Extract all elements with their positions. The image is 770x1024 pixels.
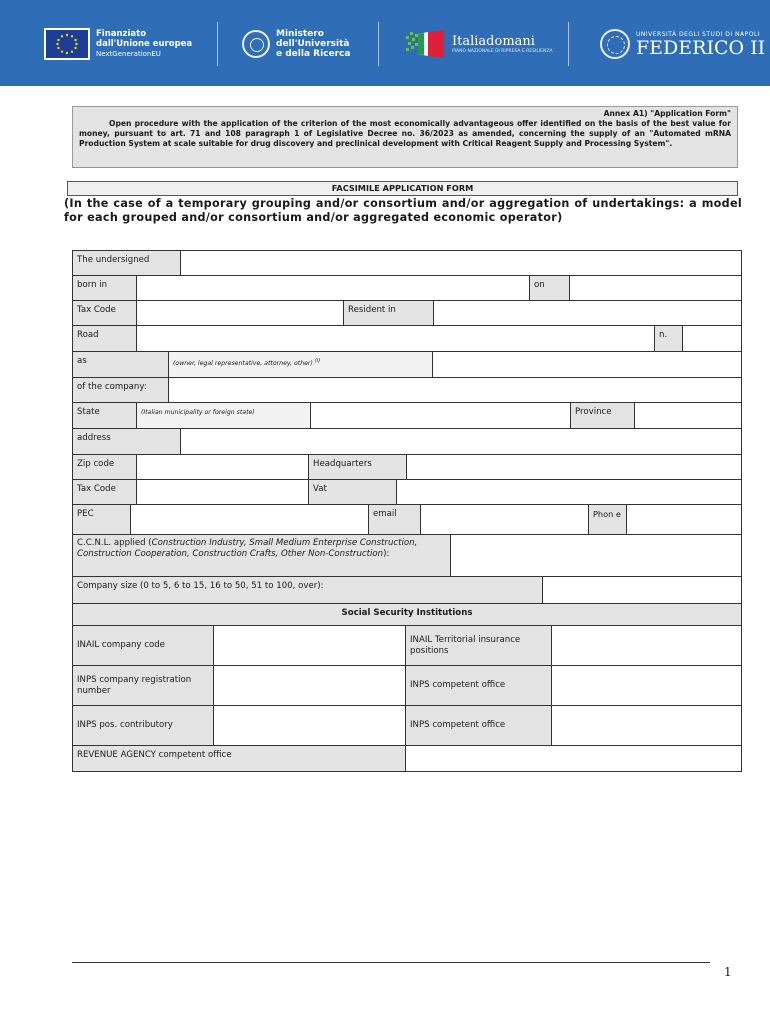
eu-logo — [44, 24, 192, 64]
phone-label: Phon e — [589, 505, 627, 534]
vat-label: Vat — [309, 480, 397, 504]
resident-in-label: Resident in — [344, 301, 434, 325]
address-label: address — [73, 429, 181, 454]
inail-code-label: INAIL company code — [73, 626, 214, 665]
ccnl-label — [73, 535, 451, 576]
italiadomani-logo — [404, 24, 553, 64]
as-label: as — [73, 352, 169, 377]
federico-logo — [600, 24, 765, 64]
company-size-field[interactable] — [543, 577, 741, 603]
annex-title: Annex A1) "Application Form" — [603, 109, 731, 118]
federico-top: UNIVERSITÀ DEGLI STUDI DI NAPOLI — [636, 30, 761, 38]
born-in-field[interactable] — [137, 276, 530, 300]
state-label: State — [73, 403, 137, 428]
state-field[interactable] — [311, 403, 571, 428]
mur-line2: dell'Università — [276, 39, 350, 49]
phone-field[interactable] — [627, 505, 741, 534]
zip-label: Zip code — [73, 455, 137, 479]
form-row-section — [72, 604, 742, 626]
federico-wordmark: FEDERICO II — [636, 36, 766, 59]
form-row-inail — [72, 626, 742, 666]
headquarters-field[interactable] — [407, 455, 741, 479]
eu-flag-icon — [44, 28, 90, 60]
inps-position-label: INPS pos. contributory — [73, 706, 214, 745]
province-field[interactable] — [635, 403, 741, 428]
inail-positions-field[interactable] — [552, 626, 741, 665]
as-hint-text: (owner, legal representative, attorney, other) — [173, 360, 313, 368]
zip-field[interactable] — [137, 455, 309, 479]
ccnl-suffix: ): — [383, 549, 390, 559]
inps-registration-field[interactable] — [214, 666, 406, 705]
inps-office1-label: INPS competent office — [406, 666, 552, 705]
resident-in-field[interactable] — [434, 301, 741, 325]
form-row-as — [72, 352, 742, 378]
italiadomani-sub: PIANO NAZIONALE DI RIPRESA E RESILIENZA — [452, 48, 553, 54]
pec-label: PEC — [73, 505, 131, 534]
tax-code-label: Tax Code — [73, 301, 137, 325]
footer-rule — [72, 962, 710, 963]
eu-line1: Finanziato — [96, 29, 147, 39]
form-row-undersigned — [72, 250, 742, 276]
undersigned-label: The undersigned — [73, 251, 181, 275]
italy-flag-icon — [404, 28, 448, 60]
banner-divider — [568, 22, 569, 66]
number-field[interactable] — [683, 326, 741, 351]
eu-line3: NextGenerationEU — [96, 50, 161, 58]
pec-field[interactable] — [131, 505, 369, 534]
tax-code2-label: Tax Code — [73, 480, 137, 504]
form-row-company — [72, 378, 742, 403]
undersigned-field[interactable] — [181, 251, 741, 275]
company-field[interactable] — [169, 378, 741, 402]
form-row-ccnl — [72, 535, 742, 577]
italiadomani-wordmark: Italiadomani — [452, 33, 535, 49]
road-field[interactable] — [137, 326, 655, 351]
email-label: email — [369, 505, 421, 534]
banner-divider — [378, 22, 379, 66]
inps-position-field[interactable] — [214, 706, 406, 745]
ccnl-prefix: C.C.N.L. applied ( — [77, 538, 152, 548]
university-seal-icon — [600, 29, 630, 59]
ccnl-options: Construction Industry, Small Medium Enterprise Construction, Construction Cooperation, Construction Crafts, Other Non-Construction — [77, 538, 418, 559]
form-row-zip — [72, 455, 742, 480]
form-row-state — [72, 403, 742, 429]
revenue-office-label: REVENUE AGENCY competent office — [73, 746, 406, 771]
born-in-label: born in — [73, 276, 137, 300]
province-label: Province — [571, 403, 635, 428]
form-row-road — [72, 326, 742, 352]
republic-emblem-icon — [242, 30, 270, 58]
inail-code-field[interactable] — [214, 626, 406, 665]
inail-positions-label: INAIL Territorial insurance positions — [406, 626, 552, 665]
case-note: (In the case of a temporary grouping and/or consortium and/or aggregation of undertakings: a model for each grouped and/or consortium and/or aggregated economic operator) — [64, 197, 742, 224]
application-form — [72, 250, 742, 772]
tax-code2-field[interactable] — [137, 480, 309, 504]
as-hint-footnote: (i) — [314, 358, 321, 364]
mur-logo — [242, 24, 350, 64]
mur-line3: e della Ricerca — [276, 49, 351, 59]
road-label: Road — [73, 326, 137, 351]
inps-registration-label: INPS company registration number — [73, 666, 214, 705]
form-row-birth — [72, 276, 742, 301]
form-row-inps-pos — [72, 706, 742, 746]
form-row-vat — [72, 480, 742, 505]
state-hint: (Italian municipality or foreign state) — [137, 403, 311, 428]
form-row-inps-reg — [72, 666, 742, 706]
form-row-size — [72, 577, 742, 604]
vat-field[interactable] — [397, 480, 741, 504]
ccnl-field[interactable] — [451, 535, 741, 576]
form-row-revenue — [72, 746, 742, 772]
as-hint — [169, 352, 433, 377]
inps-office2-label: INPS competent office — [406, 706, 552, 745]
headquarters-label: Headquarters — [309, 455, 407, 479]
as-field[interactable] — [433, 352, 741, 377]
company-label: of the company: — [73, 378, 169, 402]
form-row-contact — [72, 505, 742, 535]
inps-office1-field[interactable] — [552, 666, 741, 705]
annex-body: Open procedure with the application of the criterion of the most economically advantageous offer identified on the basis of the best value for money, pursuant to art. 71 and 108 paragraph 1 of Legislative Decree no. 36/2023 as amended, concerning the supply of an "Automated mRNA Production System at scale suitable for drug discovery and preclinical development with Critical Reagent Supply and Processing System". — [79, 119, 731, 148]
header-banner — [0, 0, 770, 86]
email-field[interactable] — [421, 505, 589, 534]
number-label: n. — [655, 326, 683, 351]
tax-code-field[interactable] — [137, 301, 344, 325]
form-row-address — [72, 429, 742, 455]
facsimile-title: FACSIMILE APPLICATION FORM — [67, 181, 738, 196]
form-row-taxcode — [72, 301, 742, 326]
company-size-label: Company size (0 to 5, 6 to 15, 16 to 50, 51 to 100, over): — [73, 577, 543, 603]
page-number: 1 — [724, 965, 732, 979]
inps-office2-field[interactable] — [552, 706, 741, 745]
address-field[interactable] — [181, 429, 741, 454]
birth-date-field[interactable] — [570, 276, 741, 300]
social-security-heading: Social Security Institutions — [73, 604, 741, 625]
on-label: on — [530, 276, 570, 300]
banner-divider — [217, 22, 218, 66]
annex-box — [72, 106, 738, 168]
eu-line2: dall'Unione europea — [96, 39, 193, 49]
revenue-office-field[interactable] — [406, 746, 741, 771]
mur-line1: Ministero — [276, 29, 324, 39]
